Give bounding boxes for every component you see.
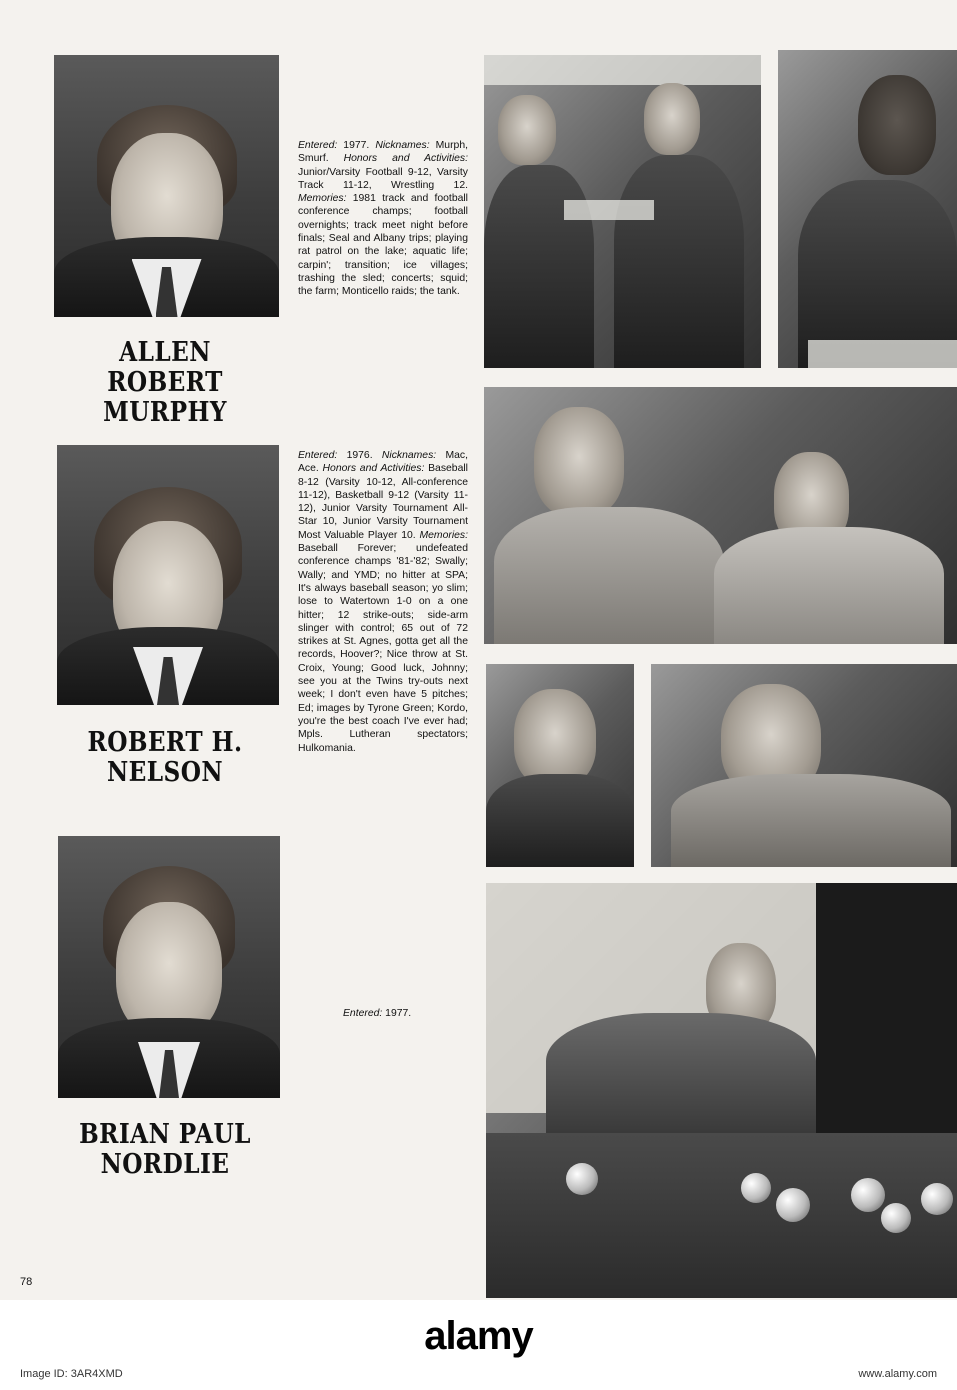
bio-nordlie: Entered: 1977. (343, 1008, 412, 1019)
bio-murphy: Entered: 1977. Nicknames: Murph, Smurf. Honors and Activities: Junior/Varsity Football 9-12, Varsity Track 11-12, Wrestling 12. Memories: 1981 track and football conference champs; football overnights; track meet night before finals; Seal and Albany trips; playing rat patrol on the lake; aquatic life; carpin'; transition; ice villages; trashing the sled; concerts; squid; the farm; Monticello raids; the tank. (298, 140, 468, 298)
photo-pool-table (486, 883, 957, 1298)
photo-student-smiling (778, 50, 957, 368)
site-url: www.alamy.com (858, 1368, 937, 1380)
page-number: 78 (20, 1276, 33, 1288)
stock-footer (0, 1300, 957, 1390)
photo-study-room (484, 55, 761, 368)
alamy-logo: alamy (424, 1314, 533, 1358)
photo-student-eating (651, 664, 957, 867)
image-id: Image ID: 3AR4XMD (20, 1368, 123, 1380)
portrait-nelson (57, 445, 279, 705)
portrait-nordlie (58, 836, 280, 1098)
photo-two-students-writing (484, 387, 957, 644)
student-name-nordlie: BRIAN PAUL NORDLIE (79, 1119, 251, 1180)
portrait-murphy (54, 55, 279, 317)
student-name-murphy: ALLEN ROBERT MURPHY (103, 337, 227, 428)
student-name-nelson: ROBERT H. NELSON (87, 727, 243, 788)
bio-nelson: Entered: 1976. Nicknames: Mac, Ace. Honors and Activities: Baseball 8-12 (Varsity 10-12, All-conference 11-12), Basketball 9-12 (Varsity 11-12), Junior Varsity Tournament All-Star 10, Junior Varsity Tournament Most Valuable Player 10. Memories: Baseball Forever; undefeated conference champs '81-'82; Swally; Wally; and YMD; no hitter at SPA; It's always baseball season; yo slim; lose to Watertown 1-0 on a one hitter; 12 strike-outs; side-arm slinger with control; 65 out of 72 strikes at St. Agnes, gotta get all the records, Hoover?; Nice throw at St. Croix, Young; Good luck, Johnny; see you at the Twins try-outs next week; I don't even have 5 pitches; Ed; images by Tyrone Green; Kordo, you're the best coach I've ever had; Mpls. Lutheran spectators; Hulkomania. (298, 450, 468, 754)
photo-student-sweater (486, 664, 634, 867)
